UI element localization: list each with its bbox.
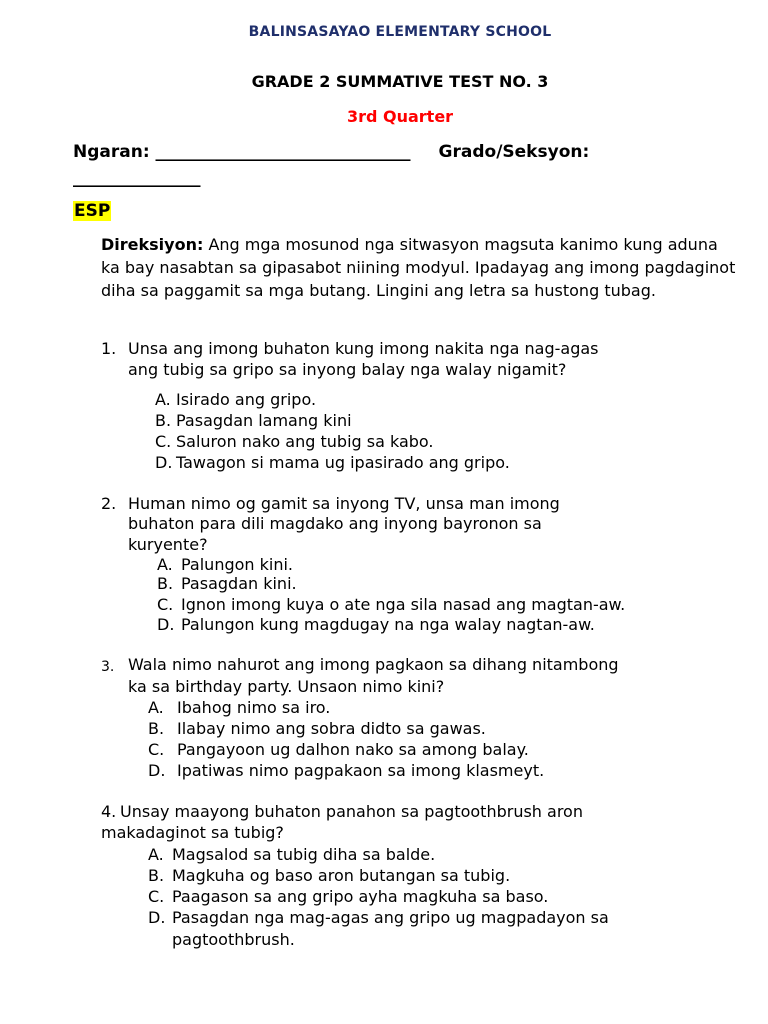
question-text-line: buhaton para dili magdako ang inyong bayronon sa — [128, 514, 542, 533]
option-text: Ipatiwas nimo pagpakaon sa imong klasmeyt. — [177, 761, 545, 780]
option-letter: D. — [148, 761, 166, 780]
subject-heading: ESP — [74, 201, 111, 221]
option-letter: D. — [155, 453, 173, 472]
question-text-line: Human nimo og gamit sa inyong TV, unsa man imong — [128, 494, 560, 513]
option-text: Isirado ang gripo. — [176, 390, 317, 409]
question-number: 4. — [101, 802, 117, 821]
option-letter: B. — [148, 719, 165, 738]
question-text-line: kuryente? — [128, 535, 208, 554]
option-text: Magkuha og baso aron butangan sa tubig. — [172, 866, 511, 885]
option-text: Palungon kini. — [181, 555, 294, 574]
option-letter: C. — [148, 887, 165, 906]
option-letter: B. — [155, 411, 172, 430]
test-title: GRADE 2 SUMMATIVE TEST NO. 3 — [251, 72, 549, 91]
option-letter: A. — [148, 698, 164, 717]
question-number: 3. — [101, 659, 115, 675]
option-text: Saluron nako ang tubig sa kabo. — [176, 432, 434, 451]
option-letter: B. — [157, 574, 174, 593]
quarter-label: 3rd Quarter — [346, 107, 454, 126]
option-text: Ignon imong kuya o ate nga sila nasad ang magtan-aw. — [181, 595, 626, 614]
option-letter: B. — [148, 866, 165, 885]
option-text: Pasagdan nga mag-agas ang gripo ug magpadayon sa — [172, 908, 609, 927]
name-grade-row — [73, 142, 589, 162]
directions-label: Direksiyon: — [101, 235, 204, 254]
directions-text: Ang mga mosunod nga sitwasyon magsuta kanimo kung aduna ka bay nasabtan sa gipasabot niining modyul. Ipadayag ang imong pagdaginot diha sa paggamit sa mga butang. Lingini ang letra sa hustong tubag. — [101, 235, 736, 300]
option-text-continuation: pagtoothbrush. — [172, 930, 295, 949]
grade-section-line: _______________ — [73, 168, 201, 188]
option-text: Pasagdan lamang kini — [176, 411, 352, 430]
directions — [101, 233, 741, 302]
option-letter: A. — [155, 390, 171, 409]
question-number: 1. — [101, 339, 117, 358]
option-letter: D. — [157, 615, 175, 634]
question-text-line: ang tubig sa gripo sa inyong balay nga walay nigamit? — [128, 360, 567, 379]
option-text: Tawagon si mama ug ipasirado ang gripo. — [176, 453, 510, 472]
option-letter: D. — [148, 908, 166, 927]
option-letter: C. — [155, 432, 172, 451]
question-text-line: Unsay maayong buhaton panahon sa pagtoothbrush aron — [120, 802, 583, 821]
question-text-line: Wala nimo nahurot ang imong pagkaon sa dihang nitambong — [128, 655, 619, 674]
name-field-label: Ngaran: ______________________________ — [73, 142, 411, 162]
option-letter: A. — [148, 845, 164, 864]
option-text: Paagason sa ang gripo ayha magkuha sa baso. — [172, 887, 549, 906]
grade-section-label: Grado/Seksyon: — [438, 142, 590, 162]
option-text: Palungon kung magdugay na nga walay nagtan-aw. — [181, 615, 595, 634]
question-text-line: Unsa ang imong buhaton kung imong nakita nga nag-agas — [128, 339, 599, 358]
option-text: Magsalod sa tubig diha sa balde. — [172, 845, 436, 864]
option-text: Ilabay nimo ang sobra didto sa gawas. — [177, 719, 486, 738]
option-text: Pangayoon ug dalhon nako sa among balay. — [177, 740, 529, 759]
question-text-line: makadaginot sa tubig? — [101, 823, 284, 842]
option-letter: C. — [157, 595, 174, 614]
option-text: Pasagdan kini. — [181, 574, 297, 593]
option-letter: A. — [157, 555, 173, 574]
question-text-line: ka sa birthday party. Unsaon nimo kini? — [128, 677, 445, 696]
question-number: 2. — [101, 494, 117, 513]
option-text: Ibahog nimo sa iro. — [177, 698, 331, 717]
school-name: BALINSASAYAO ELEMENTARY SCHOOL — [248, 24, 552, 40]
option-letter: C. — [148, 740, 165, 759]
